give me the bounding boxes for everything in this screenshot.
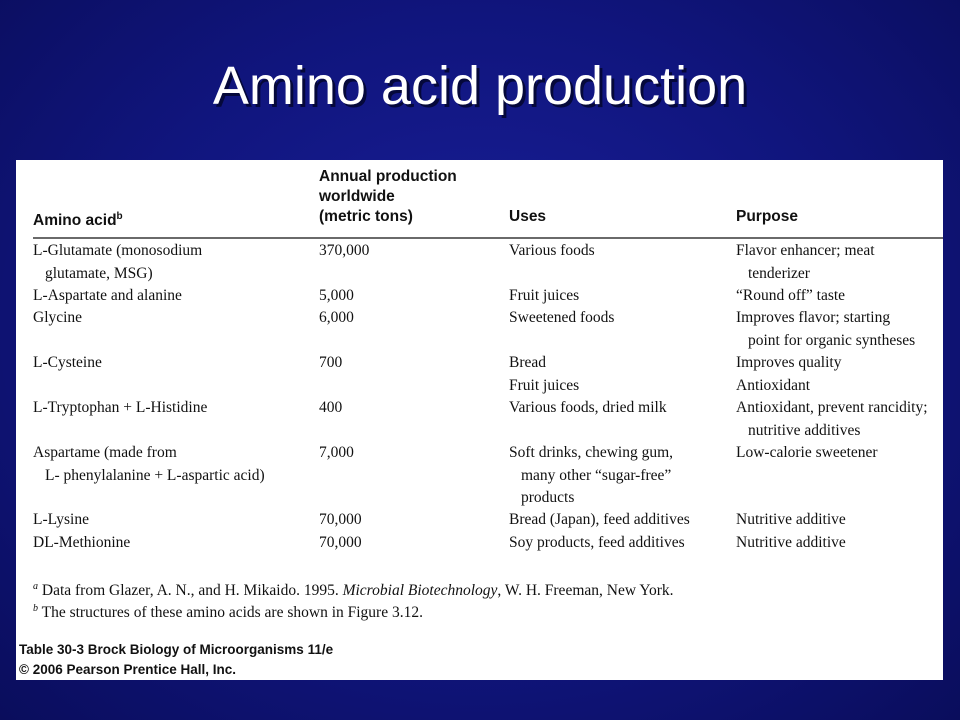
cell-purpose (736, 352, 841, 397)
cell-production-line: 7,000 (319, 444, 354, 461)
cell-amino-acid (33, 240, 202, 285)
header-amino-acid-label: Amino acid (33, 212, 117, 230)
cell-uses (509, 285, 579, 308)
cell-amino-acid (33, 307, 82, 330)
footnote-a-text: Data from Glazer, A. N., and H. Mikaido. 1995. (38, 582, 343, 600)
footnote-a-tail: , W. H. Freeman, New York. (497, 582, 674, 600)
cell-amino-acid (33, 397, 207, 420)
cell-purpose-line: Antioxidant, prevent rancidity; (736, 399, 928, 416)
cell-production-line: 400 (319, 399, 343, 416)
cell-production (319, 532, 362, 555)
cell-uses-line: Various foods (509, 242, 595, 259)
cell-production-line: 70,000 (319, 534, 362, 551)
cell-uses-line: Various foods, dried milk (509, 399, 667, 416)
cell-uses (509, 352, 579, 397)
table-panel (16, 160, 943, 680)
cell-amino-acid (33, 509, 89, 532)
cell-amino-acid-line: DL-Methionine (33, 534, 131, 551)
cell-purpose (736, 442, 878, 465)
cell-amino-acid-line: Glycine (33, 309, 83, 326)
cell-purpose-line: Low-calorie sweetener (736, 444, 878, 461)
cell-amino-acid (33, 352, 102, 375)
header-footnote-mark: b (116, 211, 123, 222)
footnote-a-title: Microbial Biotechnology (342, 582, 498, 600)
cell-purpose (736, 307, 915, 352)
header-uses: Uses (509, 208, 547, 225)
cell-amino-acid-line: Aspartame (made from (33, 444, 177, 461)
cell-production-line: 6,000 (319, 309, 354, 326)
cell-uses (509, 442, 673, 510)
cell-purpose (736, 240, 875, 285)
header-amino-acid (33, 207, 123, 231)
cell-purpose (736, 397, 928, 442)
cell-production-line: 70,000 (319, 511, 362, 528)
cell-uses-line: Fruit juices (509, 287, 580, 304)
cell-purpose (736, 532, 846, 555)
cell-production (319, 442, 354, 465)
header-production-line2: worldwide (319, 188, 395, 205)
cell-production (319, 285, 354, 308)
cell-purpose-line: Antioxidant (736, 376, 811, 394)
cell-purpose-line: Improves quality (736, 354, 842, 371)
cell-production (319, 509, 362, 532)
header-production-line1: Annual production (319, 168, 457, 185)
cell-production (319, 397, 342, 420)
cell-uses-line: Soy products, feed additives (509, 534, 685, 551)
cell-amino-acid-line: L-Glutamate (monosodium (33, 242, 203, 259)
cell-uses-line: Bread (509, 354, 547, 371)
cell-amino-acid-line: L-Aspartate and alanine (33, 287, 182, 304)
cell-uses-line: Bread (Japan), feed additives (509, 511, 690, 528)
cell-production (319, 352, 342, 375)
cell-uses (509, 509, 690, 532)
cell-purpose-line: nutritive additives (748, 421, 861, 439)
cell-uses (509, 307, 614, 330)
slide-title: Amino acid production (212, 56, 748, 116)
cell-amino-acid (33, 285, 182, 308)
cell-purpose-line: Improves flavor; starting (736, 309, 891, 326)
footnote-b-mark: b (33, 603, 38, 614)
cell-amino-acid-line: L-Lysine (33, 511, 89, 528)
footnote-a-mark: a (33, 581, 38, 592)
header-production (319, 167, 457, 227)
cell-uses-line: products (521, 489, 575, 506)
cell-amino-acid-line: L-Cysteine (33, 354, 102, 371)
cell-purpose-line: “Round off” taste (736, 287, 846, 304)
cell-production-line: 5,000 (319, 287, 354, 304)
header-production-line3: (metric tons) (319, 208, 413, 225)
cell-amino-acid (33, 442, 265, 487)
cell-production-line: 370,000 (319, 242, 370, 259)
footnote-b (33, 598, 423, 624)
credit-copyright: © 2006 Pearson Prentice Hall, Inc. (19, 662, 237, 677)
header-rule (33, 237, 943, 239)
cell-uses (509, 397, 667, 420)
footnote-b-text: The structures of these amino acids are shown in Figure 3.12. (38, 604, 423, 622)
cell-uses-line: many other “sugar-free” (521, 466, 672, 484)
cell-purpose (736, 285, 845, 308)
cell-uses-line: Sweetened foods (509, 309, 615, 326)
cell-purpose-line: Flavor enhancer; meat (736, 242, 875, 259)
cell-amino-acid-line: glutamate, MSG) (45, 264, 153, 282)
cell-amino-acid-line: L- phenylalanine + L-aspartic acid) (45, 466, 265, 484)
cell-production-line: 700 (319, 354, 343, 371)
cell-uses-line: Fruit juices (509, 376, 580, 394)
cell-purpose-line: tenderizer (748, 264, 810, 282)
cell-purpose (736, 509, 846, 532)
cell-uses (509, 240, 595, 263)
credit-table-source: Table 30-3 Brock Biology of Microorganisms 11/e (19, 642, 334, 657)
cell-amino-acid-line: L-Tryptophan + L-Histidine (33, 399, 208, 416)
cell-purpose-line: Nutritive additive (736, 534, 846, 551)
cell-production (319, 240, 369, 263)
cell-uses (509, 532, 685, 555)
header-purpose: Purpose (736, 208, 799, 225)
cell-purpose-line: Nutritive additive (736, 511, 846, 528)
cell-amino-acid (33, 532, 130, 555)
cell-uses-line: Soft drinks, chewing gum, (509, 444, 674, 461)
cell-purpose-line: point for organic syntheses (748, 331, 916, 349)
cell-production (319, 307, 354, 330)
